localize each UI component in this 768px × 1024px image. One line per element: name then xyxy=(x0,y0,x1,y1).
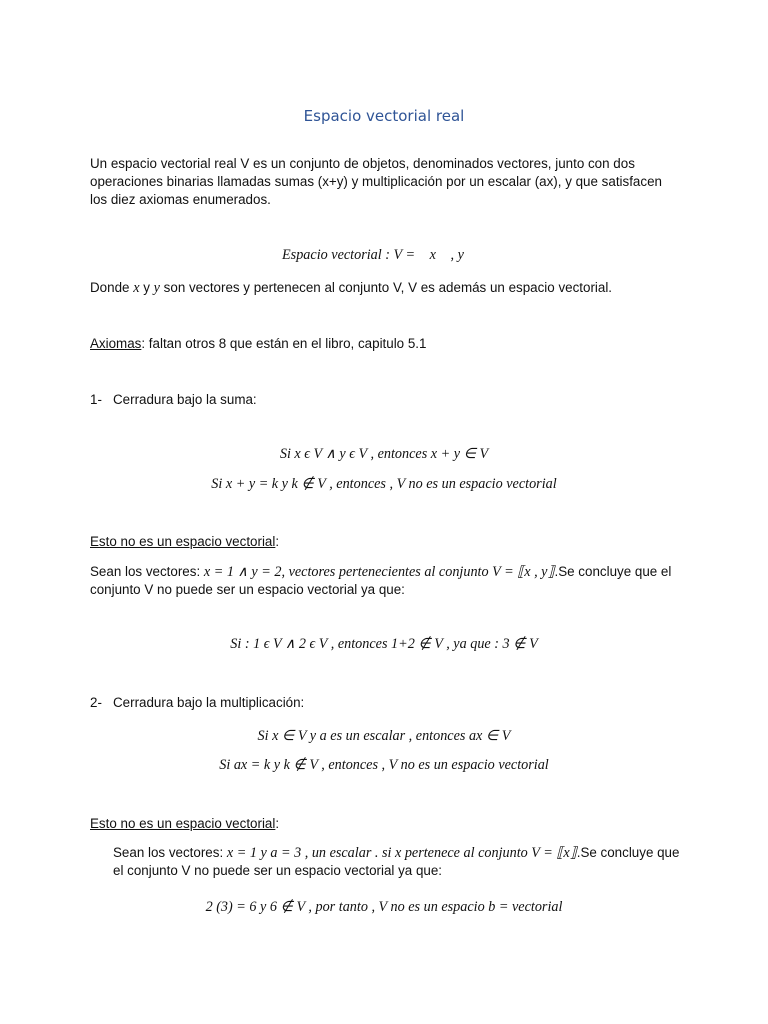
no-espacio-label-2: Esto no es un espacio vectorial xyxy=(90,816,276,831)
list-item-2-number: 2- xyxy=(90,695,102,710)
no-espacio-label-1: Esto no es un espacio vectorial xyxy=(90,534,276,549)
sean-pre-1: Sean los vectores: xyxy=(90,564,204,579)
donde-paragraph xyxy=(90,279,680,297)
sean-paragraph-2 xyxy=(113,844,685,880)
sean-post-1: .Se concluye que el conjunto V no puede ser un espacio vectorial ya que: xyxy=(90,564,672,597)
list-item-1-label: Cerradura bajo la suma: xyxy=(113,392,257,407)
no-espacio-heading-2 xyxy=(90,815,680,833)
list-item-1 xyxy=(90,391,257,409)
intro-paragraph: Un espacio vectorial real V es un conjunto de objetos, denominados vectores, junto con dos operaciones binarias llamadas sumas (x+y) y multiplicación por un escalar (ax), y que satisfacen los diez axiomas enumerados. xyxy=(90,156,662,207)
axiomas-text: : faltan otros 8 que están en el libro, capitulo 5.1 xyxy=(141,336,427,351)
sean-pre-2: Sean los vectores: xyxy=(113,845,227,860)
equation-2a: Si x ∈ V y a es un escalar , entonces ax ∈ V xyxy=(257,728,511,744)
no-espacio-colon-1: : xyxy=(275,534,280,549)
donde-mid: y xyxy=(139,280,154,295)
equation-2b: Si ax = k y k ∉ V , entonces , V no es un espacio vectorial xyxy=(219,757,549,773)
donde-pre: Donde xyxy=(90,280,134,295)
equation-1b: Si x + y = k y k ∉ V , entonces , V no es un espacio vectorial xyxy=(211,476,557,492)
equation-definition: Espacio vectorial : V = ⟦x⃗ , y⃗⟧ xyxy=(282,247,486,263)
donde-post: son vectores y pertenecen al conjunto V, V es además un espacio vectorial. xyxy=(159,280,613,295)
equation-si: Si : 1 ϵ V ∧ 2 ϵ V , entonces 1+2 ∉ V , ya que : 3 ∉ V xyxy=(230,636,538,652)
sean-math-1: x = 1 ∧ y = 2, vectores pertenecientes al conjunto V = ⟦x , y⟧ xyxy=(203,564,555,580)
list-item-1-number: 1- xyxy=(90,392,102,407)
axiomas-label: Axiomas xyxy=(90,336,142,351)
equation-final: 2 (3) = 6 y 6 ∉ V , por tanto , V no es un espacio b = vectorial xyxy=(205,899,563,915)
equation-1a: Si x ϵ V ∧ y ϵ V , entonces x + y ∈ V xyxy=(279,446,489,462)
list-item-2-label: Cerradura bajo la multiplicación: xyxy=(113,695,305,710)
page-title: Espacio vectorial real xyxy=(303,107,465,125)
no-espacio-colon-2: : xyxy=(275,816,280,831)
sean-paragraph-1 xyxy=(90,563,680,599)
donde-x: x xyxy=(133,280,140,296)
no-espacio-heading-1 xyxy=(90,533,680,551)
axiomas-paragraph xyxy=(90,335,680,353)
donde-y: y xyxy=(153,280,160,296)
list-item-2 xyxy=(90,694,304,712)
sean-math-2: x = 1 y a = 3 , un escalar . si x pertenece al conjunto V = ⟦x⟧ xyxy=(226,845,577,861)
sean-post-2: .Se concluye que el conjunto V no puede ser un espacio vectorial ya que: xyxy=(113,845,680,878)
